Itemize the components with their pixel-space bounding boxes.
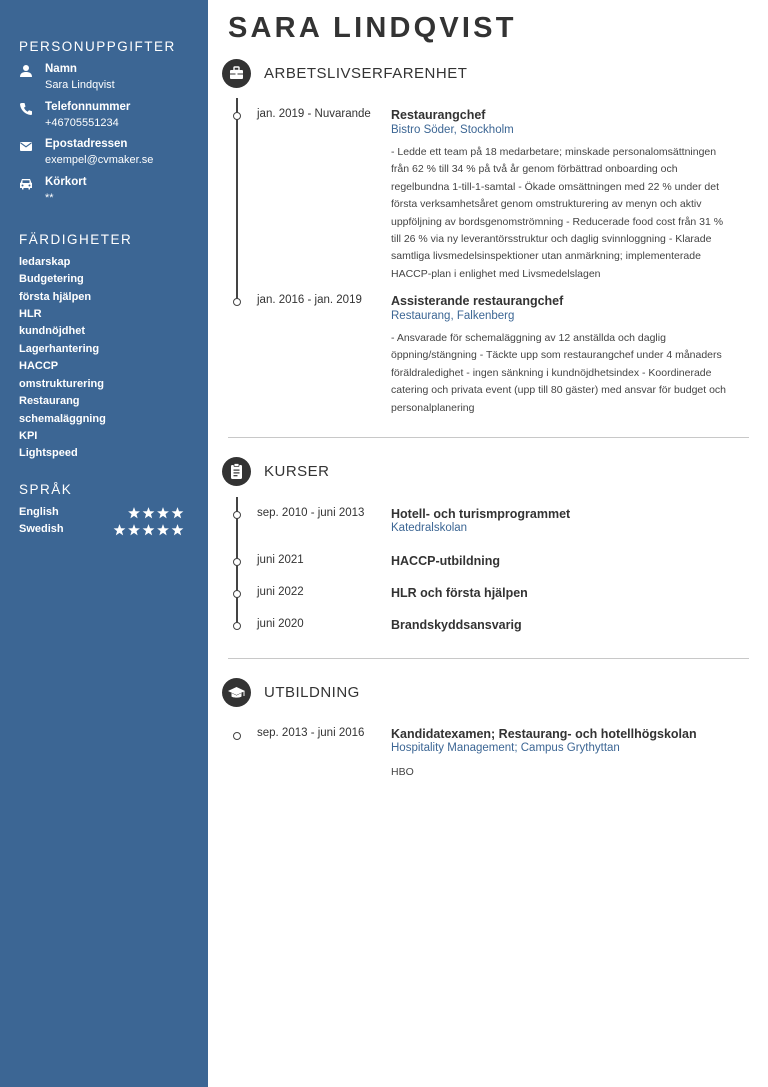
rating-star xyxy=(128,524,140,535)
description-line: första verksamhetsåret genom omstrukturering av menyn och aktiv xyxy=(391,198,702,211)
personal-label: Namn xyxy=(45,63,77,75)
description-line: till 26 % via ny leverantörsstruktur och daglig svinnloggning - Klarade xyxy=(391,233,712,246)
personal-value: +46705551234 xyxy=(45,117,119,129)
rating-star xyxy=(172,524,184,535)
entry-date: jan. 2019 - Nuvarande xyxy=(257,108,371,120)
education-note: HBO xyxy=(391,766,414,778)
languages-heading: SPRÅK xyxy=(19,482,73,497)
work-experience-heading: ARBETSLIVSERFARENHET xyxy=(264,65,468,82)
description-line: öppning/stängning - Täckte upp som restaurangchef under 4 månaders xyxy=(391,349,722,362)
briefcase-icon xyxy=(222,59,251,88)
course-institution: Katedralskolan xyxy=(391,522,468,534)
description-line: uppföljning av bordsgenomströmning - Reducerade food cost från 31 % xyxy=(391,215,724,228)
employer: Bistro Söder, Stockholm xyxy=(391,124,514,136)
description-line: - Ledde ett team på 18 medarbetare; minskade personalomsättningen xyxy=(391,146,717,158)
graduation-cap-icon xyxy=(222,678,251,707)
email-icon xyxy=(19,139,33,153)
course-title: HLR och första hjälpen xyxy=(391,586,528,600)
rating-star xyxy=(128,507,140,518)
job-description xyxy=(391,144,743,283)
rating-star xyxy=(114,524,126,535)
skill-item: HLR xyxy=(19,308,42,320)
entry-date: juni 2022 xyxy=(257,586,304,598)
description-line: personalplanering xyxy=(391,401,475,414)
timeline-dot xyxy=(233,732,241,740)
description-line: HACCP-plan i enlighet med Livsmedelslagen xyxy=(391,267,601,280)
section-divider xyxy=(228,658,749,659)
skill-item: ledarskap xyxy=(19,256,71,268)
course-title: Brandskyddsansvarig xyxy=(391,618,522,632)
courses-heading: KURSER xyxy=(264,463,330,480)
personal-value: ** xyxy=(45,192,54,204)
language-rating xyxy=(112,507,184,519)
description-line: catering och privata event (upp till 80 gäster) med ansvar för budget och xyxy=(391,384,727,397)
degree-title: Kandidatexamen; Restaurang- och hotellhögskolan xyxy=(391,727,697,741)
description-line: - Ansvarade för schemaläggning av 12 anställda och daglig xyxy=(391,332,666,344)
candidate-name: SARA LINDQVIST xyxy=(228,12,517,44)
rating-star xyxy=(157,507,169,518)
personal-value: exempel@cvmaker.se xyxy=(45,154,154,166)
timeline-dot xyxy=(233,298,241,306)
skill-item: Lightspeed xyxy=(19,447,78,459)
clipboard-icon xyxy=(222,457,251,486)
timeline-dot xyxy=(233,112,241,120)
skill-item: Restaurang xyxy=(19,395,80,407)
education-heading: UTBILDNING xyxy=(264,684,360,701)
rating-star xyxy=(143,524,155,535)
language-rating xyxy=(112,524,184,536)
course-title: HACCP-utbildning xyxy=(391,554,501,568)
rating-star xyxy=(172,507,184,518)
employer: Restaurang, Falkenberg xyxy=(391,310,515,322)
entry-date: juni 2020 xyxy=(257,618,304,630)
job-description xyxy=(391,330,743,417)
person-icon xyxy=(19,64,33,78)
personal-value: Sara Lindqvist xyxy=(45,79,115,91)
skills-heading: FÄRDIGHETER xyxy=(19,232,133,247)
skill-item: första hjälpen xyxy=(19,291,92,303)
skill-item: HACCP xyxy=(19,360,59,372)
description-line: regelbundna 1-till-1-samtal - Ökade omsättningen med 22 % under det xyxy=(391,180,720,193)
description-line: samtliga livsmedelsinspektioner utan anmärkning; implementerade xyxy=(391,250,701,263)
phone-icon xyxy=(19,102,33,116)
personal-label: Epostadressen xyxy=(45,138,128,150)
course-title: Hotell- och turismprogrammet xyxy=(391,507,571,521)
language-name: English xyxy=(19,506,59,518)
timeline-dot xyxy=(233,558,241,566)
entry-date: juni 2021 xyxy=(257,554,304,566)
timeline-dot xyxy=(233,511,241,519)
description-line: från 62 % till 34 % på två år genom förbättrad onboarding och xyxy=(391,163,678,176)
entry-date: jan. 2016 - jan. 2019 xyxy=(257,294,362,306)
education-program: Hospitality Management; Campus Grythyttan xyxy=(391,742,620,754)
skill-item: kundnöjdhet xyxy=(19,325,85,337)
language-name: Swedish xyxy=(19,523,64,535)
sidebar xyxy=(0,0,208,1087)
skill-item: schemaläggning xyxy=(19,413,106,425)
rating-star xyxy=(143,507,155,518)
skill-item: Lagerhantering xyxy=(19,343,100,355)
personal-info-heading: PERSONUPPGIFTER xyxy=(19,39,176,54)
personal-label: Körkort xyxy=(45,176,87,188)
section-divider xyxy=(228,437,749,438)
car-icon xyxy=(19,177,33,191)
timeline-dot xyxy=(233,622,241,630)
timeline-dot xyxy=(233,590,241,598)
skill-item: omstrukturering xyxy=(19,378,104,390)
work-timeline-line xyxy=(236,98,238,303)
entry-date: sep. 2010 - juni 2013 xyxy=(257,507,365,519)
rating-star xyxy=(157,524,169,535)
job-title: Restaurangchef xyxy=(391,108,486,122)
skill-item: Budgetering xyxy=(19,273,84,285)
personal-label: Telefonnummer xyxy=(45,101,131,113)
skill-item: KPI xyxy=(19,430,38,442)
entry-date: sep. 2013 - juni 2016 xyxy=(257,727,365,739)
description-line: föräldraledighet - ingen sänkning i kundnöjdhetsindex - Koordinerade xyxy=(391,366,712,379)
job-title: Assisterande restaurangchef xyxy=(391,294,564,308)
